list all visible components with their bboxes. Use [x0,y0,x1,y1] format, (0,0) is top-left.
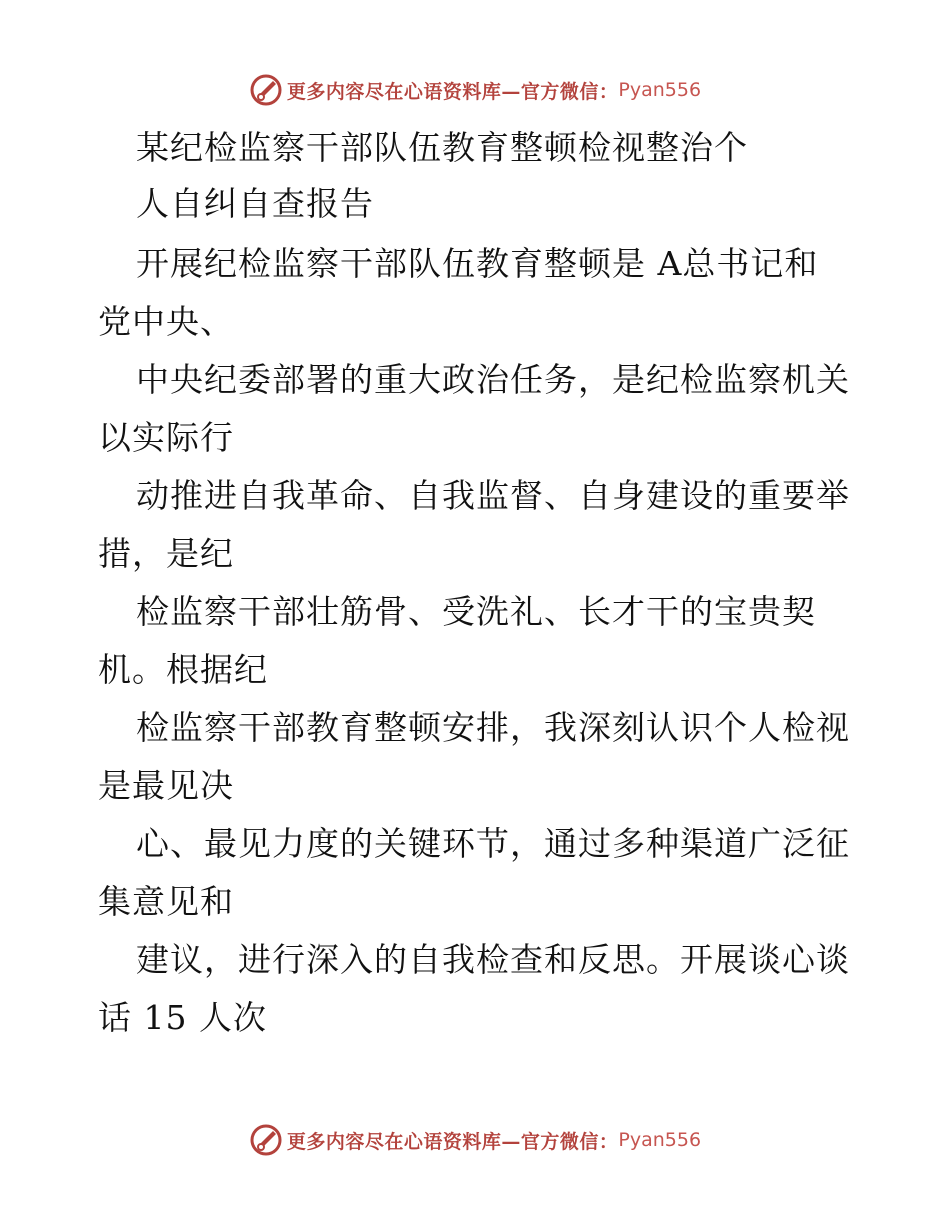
banner-text: 更多内容尽在心语资料库—官方微信： [286,80,619,103]
body-line: 建议，进行深入的自我检查和反思。开展谈心谈 [136,940,850,979]
body-line: 开展纪检监察干部队伍教育整顿是 A总书记和 [136,244,819,283]
body-line: 以实际行 [98,418,234,457]
banner-wechat-handle: Pyan556 [618,79,702,101]
body-line: 集意见和 [98,882,234,921]
body-line: 党中央、 [98,302,234,341]
body-line: 话 15 人次 [98,998,267,1037]
title-line-2: 人自纠自查报告 [136,184,374,223]
header-watermark-banner [0,70,950,110]
body-line: 检监察干部教育整顿安排，我深刻认识个人检视 [136,708,850,747]
brand-logo-icon [249,73,283,107]
footer-watermark-banner [0,1120,950,1160]
brand-logo-icon [249,1123,283,1157]
body-line: 措，是纪 [98,534,234,573]
banner-wechat-handle: Pyan556 [618,1129,702,1151]
banner-text: 更多内容尽在心语资料库—官方微信： [286,1130,619,1153]
title-line-1: 某纪检监察干部队伍教育整顿检视整治个 [136,128,748,167]
body-line: 检监察干部壮筋骨、受洗礼、长才干的宝贵契 [136,592,816,631]
body-line: 机。根据纪 [98,650,268,689]
body-line: 心、最见力度的关键环节，通过多种渠道广泛征 [136,824,850,863]
body-line: 中央纪委部署的重大政治任务，是纪检监察机关 [136,360,850,399]
body-line: 是最见决 [98,766,234,805]
body-line: 动推进自我革命、自我监督、自身建设的重要举 [136,476,850,515]
